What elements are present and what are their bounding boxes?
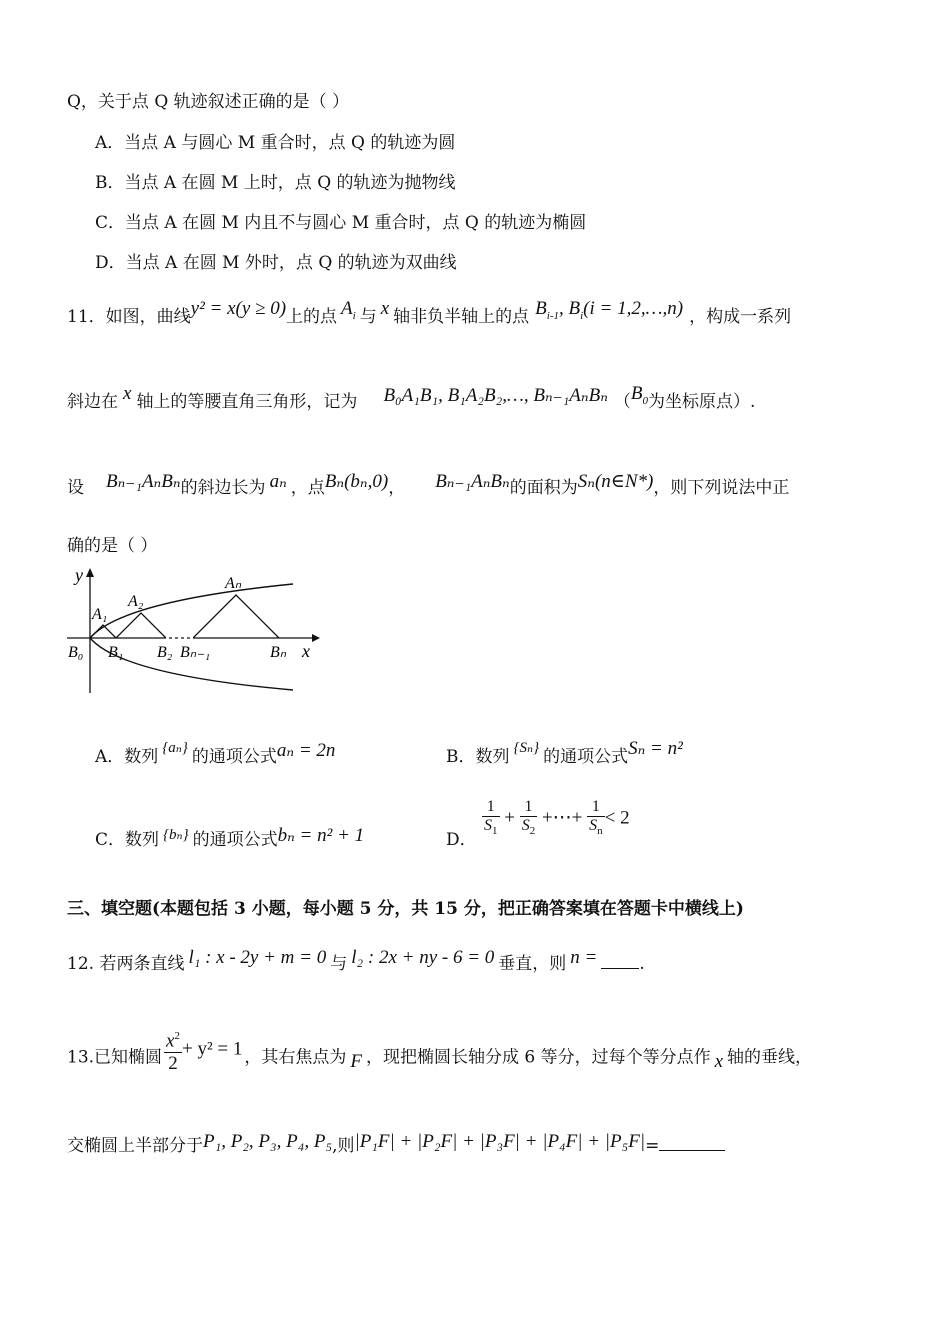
q11-text: 的斜边长为	[180, 478, 266, 498]
q13-text: ，现把椭圆长轴分成 6 等分，过每个等分点作	[365, 1047, 711, 1068]
formula-a: aₙ = 2n	[276, 740, 336, 761]
x-axis-arrow	[312, 634, 320, 642]
q10-option-c: C．当点 A 在圆 M 内且不与圆心 M 重合时，点 Q 的轨迹为椭圆	[95, 213, 587, 233]
q11-point-a: $A_i$	[341, 298, 356, 322]
label-a2: A₂	[128, 593, 144, 610]
q10-option-d: D．当点 A 在圆 M 外时，点 Q 的轨迹为双曲线	[95, 253, 457, 273]
q11-line-2	[67, 383, 756, 421]
q12-text: 12. 若两条直线	[67, 954, 185, 974]
q12-text: 垂直，则	[498, 954, 567, 974]
q11-bn-point: Bₙ(bₙ,0)	[324, 471, 389, 492]
q11-text: 斜边在	[67, 392, 118, 412]
q11-text: （	[613, 392, 631, 412]
q11-text: ，	[388, 478, 406, 498]
q13-F: F	[350, 1050, 362, 1072]
q11-text: 上的点	[286, 307, 338, 327]
frac-1: $\frac{1}{S_1}$	[484, 798, 498, 838]
q11-curve: y² = x(y ≥ 0)	[190, 298, 287, 319]
q11-line-1	[67, 298, 792, 336]
q11-text: 的面积为	[509, 478, 578, 498]
q13-points: P₁, P₂, P₃, P₄, P₅	[203, 1131, 333, 1152]
option-text: 的通项公式	[543, 747, 629, 767]
label-a1: A₁	[92, 606, 108, 623]
q11-option-c	[95, 825, 365, 853]
formula-b: Sₙ = n²	[628, 738, 683, 759]
y-axis-arrow	[86, 568, 94, 577]
q13-text: 13.已知椭圆	[67, 1047, 163, 1068]
q11-option-b	[446, 738, 683, 770]
section-3-title: 三、填空题(本题包括 3 小题，每小题 5 分，共 15 分，把正确答案填在答题卡中横线上)	[67, 899, 744, 919]
option-prefix: A．数列	[95, 747, 159, 767]
q13-text: ，其右焦点为	[244, 1047, 347, 1068]
q11-triangle-n: Bₙ₋₁AₙBₙ	[106, 471, 181, 492]
q11-x-var: x	[123, 383, 132, 404]
q13-text: ,则	[332, 1136, 355, 1156]
q11-option-a	[95, 740, 336, 770]
q11-text: 轴非负半轴上的点	[393, 307, 530, 327]
option-prefix: B．数列	[446, 747, 510, 767]
q11-x-var: x	[380, 298, 390, 319]
option-prefix: D．	[446, 830, 477, 850]
q11-text: ，构成一系列	[689, 307, 792, 327]
option-text: 的通项公式	[191, 747, 277, 767]
q11-text: 轴上的等腰直角三角形，记为	[136, 392, 358, 412]
q11-option-d	[446, 798, 630, 852]
q10-option-b: B．当点 A 在圆 M 上时，点 Q 的轨迹为抛物线	[95, 173, 456, 193]
formula-c: bₙ = n² + 1	[277, 825, 365, 846]
q11-text: ，点	[290, 478, 325, 498]
q13-eq-tail: + y² = 1	[181, 1038, 243, 1060]
q13-answer-blank[interactable]	[659, 1132, 725, 1151]
seq-s: {Sₙ}	[513, 740, 540, 756]
q11-an: aₙ	[269, 471, 287, 492]
q11-text: 与	[359, 307, 377, 327]
q13-sum: |P₁F| + |P₂F| + |P₃F| + |P₄F| + |P₅F|	[354, 1131, 646, 1152]
label-b1: B₁	[108, 644, 124, 661]
q11-text: 设	[67, 478, 84, 498]
q12-l1: l₁ : x - 2y + m = 0	[188, 947, 327, 968]
label-x: x	[302, 641, 310, 661]
q10-stem-tail: Q，关于点 Q 轨迹叙述正确的是（ ）	[67, 92, 350, 112]
q11-triangles: B₀A₁B₁, B₁A₂B₂,…, Bₙ₋₁AₙBₙ	[383, 385, 608, 406]
label-b2: B₂	[157, 644, 173, 661]
q11-line-4: 确的是（ ）	[67, 536, 158, 556]
q13-text: =	[645, 1136, 660, 1156]
q13-text: 交椭圆上半部分于	[67, 1136, 203, 1156]
q13-line-2	[67, 1132, 725, 1158]
q13-ellipse-eq: $\frac{x^2}{2}$ + y² = 1	[164, 1025, 242, 1075]
q12-l2: l₂ : 2x + ny - 6 = 0	[351, 947, 495, 968]
q11-figure	[62, 563, 332, 698]
label-bn: Bₙ	[270, 644, 287, 661]
q11-line-3	[67, 471, 790, 500]
label-bn-1: Bₙ₋₁	[180, 644, 211, 661]
label-an: Aₙ	[225, 575, 242, 592]
q11-text: ，则下列说法中正	[653, 478, 790, 498]
q12-answer-blank[interactable]	[601, 950, 639, 969]
q13-text: 轴的垂线，	[727, 1047, 813, 1068]
q11-points-b: $B_{i-1}$, $B_i(i$ = 1,2,…,n)	[535, 298, 684, 322]
formula-d-tail: < 2	[604, 807, 630, 829]
frac-2: $\frac{1}{S_2}$	[521, 798, 536, 838]
option-prefix: C．数列	[95, 830, 160, 850]
label-y: y	[75, 565, 83, 585]
frac-n: $\frac{1}{S_n}$	[589, 798, 603, 838]
triangle-n	[193, 595, 279, 638]
q13-line-1	[67, 1030, 813, 1083]
label-b0: B₀	[68, 644, 84, 661]
q12	[67, 947, 645, 976]
seq-b: {bₙ}	[163, 827, 189, 843]
option-text: 的通项公式	[192, 830, 278, 850]
q11-sn: Sₙ(n∈N*)	[577, 471, 654, 492]
seq-a: {aₙ}	[162, 740, 188, 756]
q11-text: 为坐标原点）.	[648, 392, 756, 412]
q12-text: 与	[330, 954, 348, 974]
q11-number: 11．如图，曲线	[67, 307, 191, 327]
q10-option-a: A．当点 A 与圆心 M 重合时，点 Q 的轨迹为圆	[95, 133, 456, 153]
formula-d: $\frac{1}{S_1}$ + $\frac{1}{S_2}$ +⋯+ $\frac{1}{S_n}$ < 2	[482, 798, 630, 840]
q13-x: x	[714, 1050, 724, 1072]
q11-b0: $B_0$	[630, 383, 649, 407]
q12-n: n =	[570, 947, 598, 968]
q11-triangle-n-2: Bₙ₋₁AₙBₙ	[435, 471, 510, 492]
q12-text: .	[639, 954, 645, 974]
